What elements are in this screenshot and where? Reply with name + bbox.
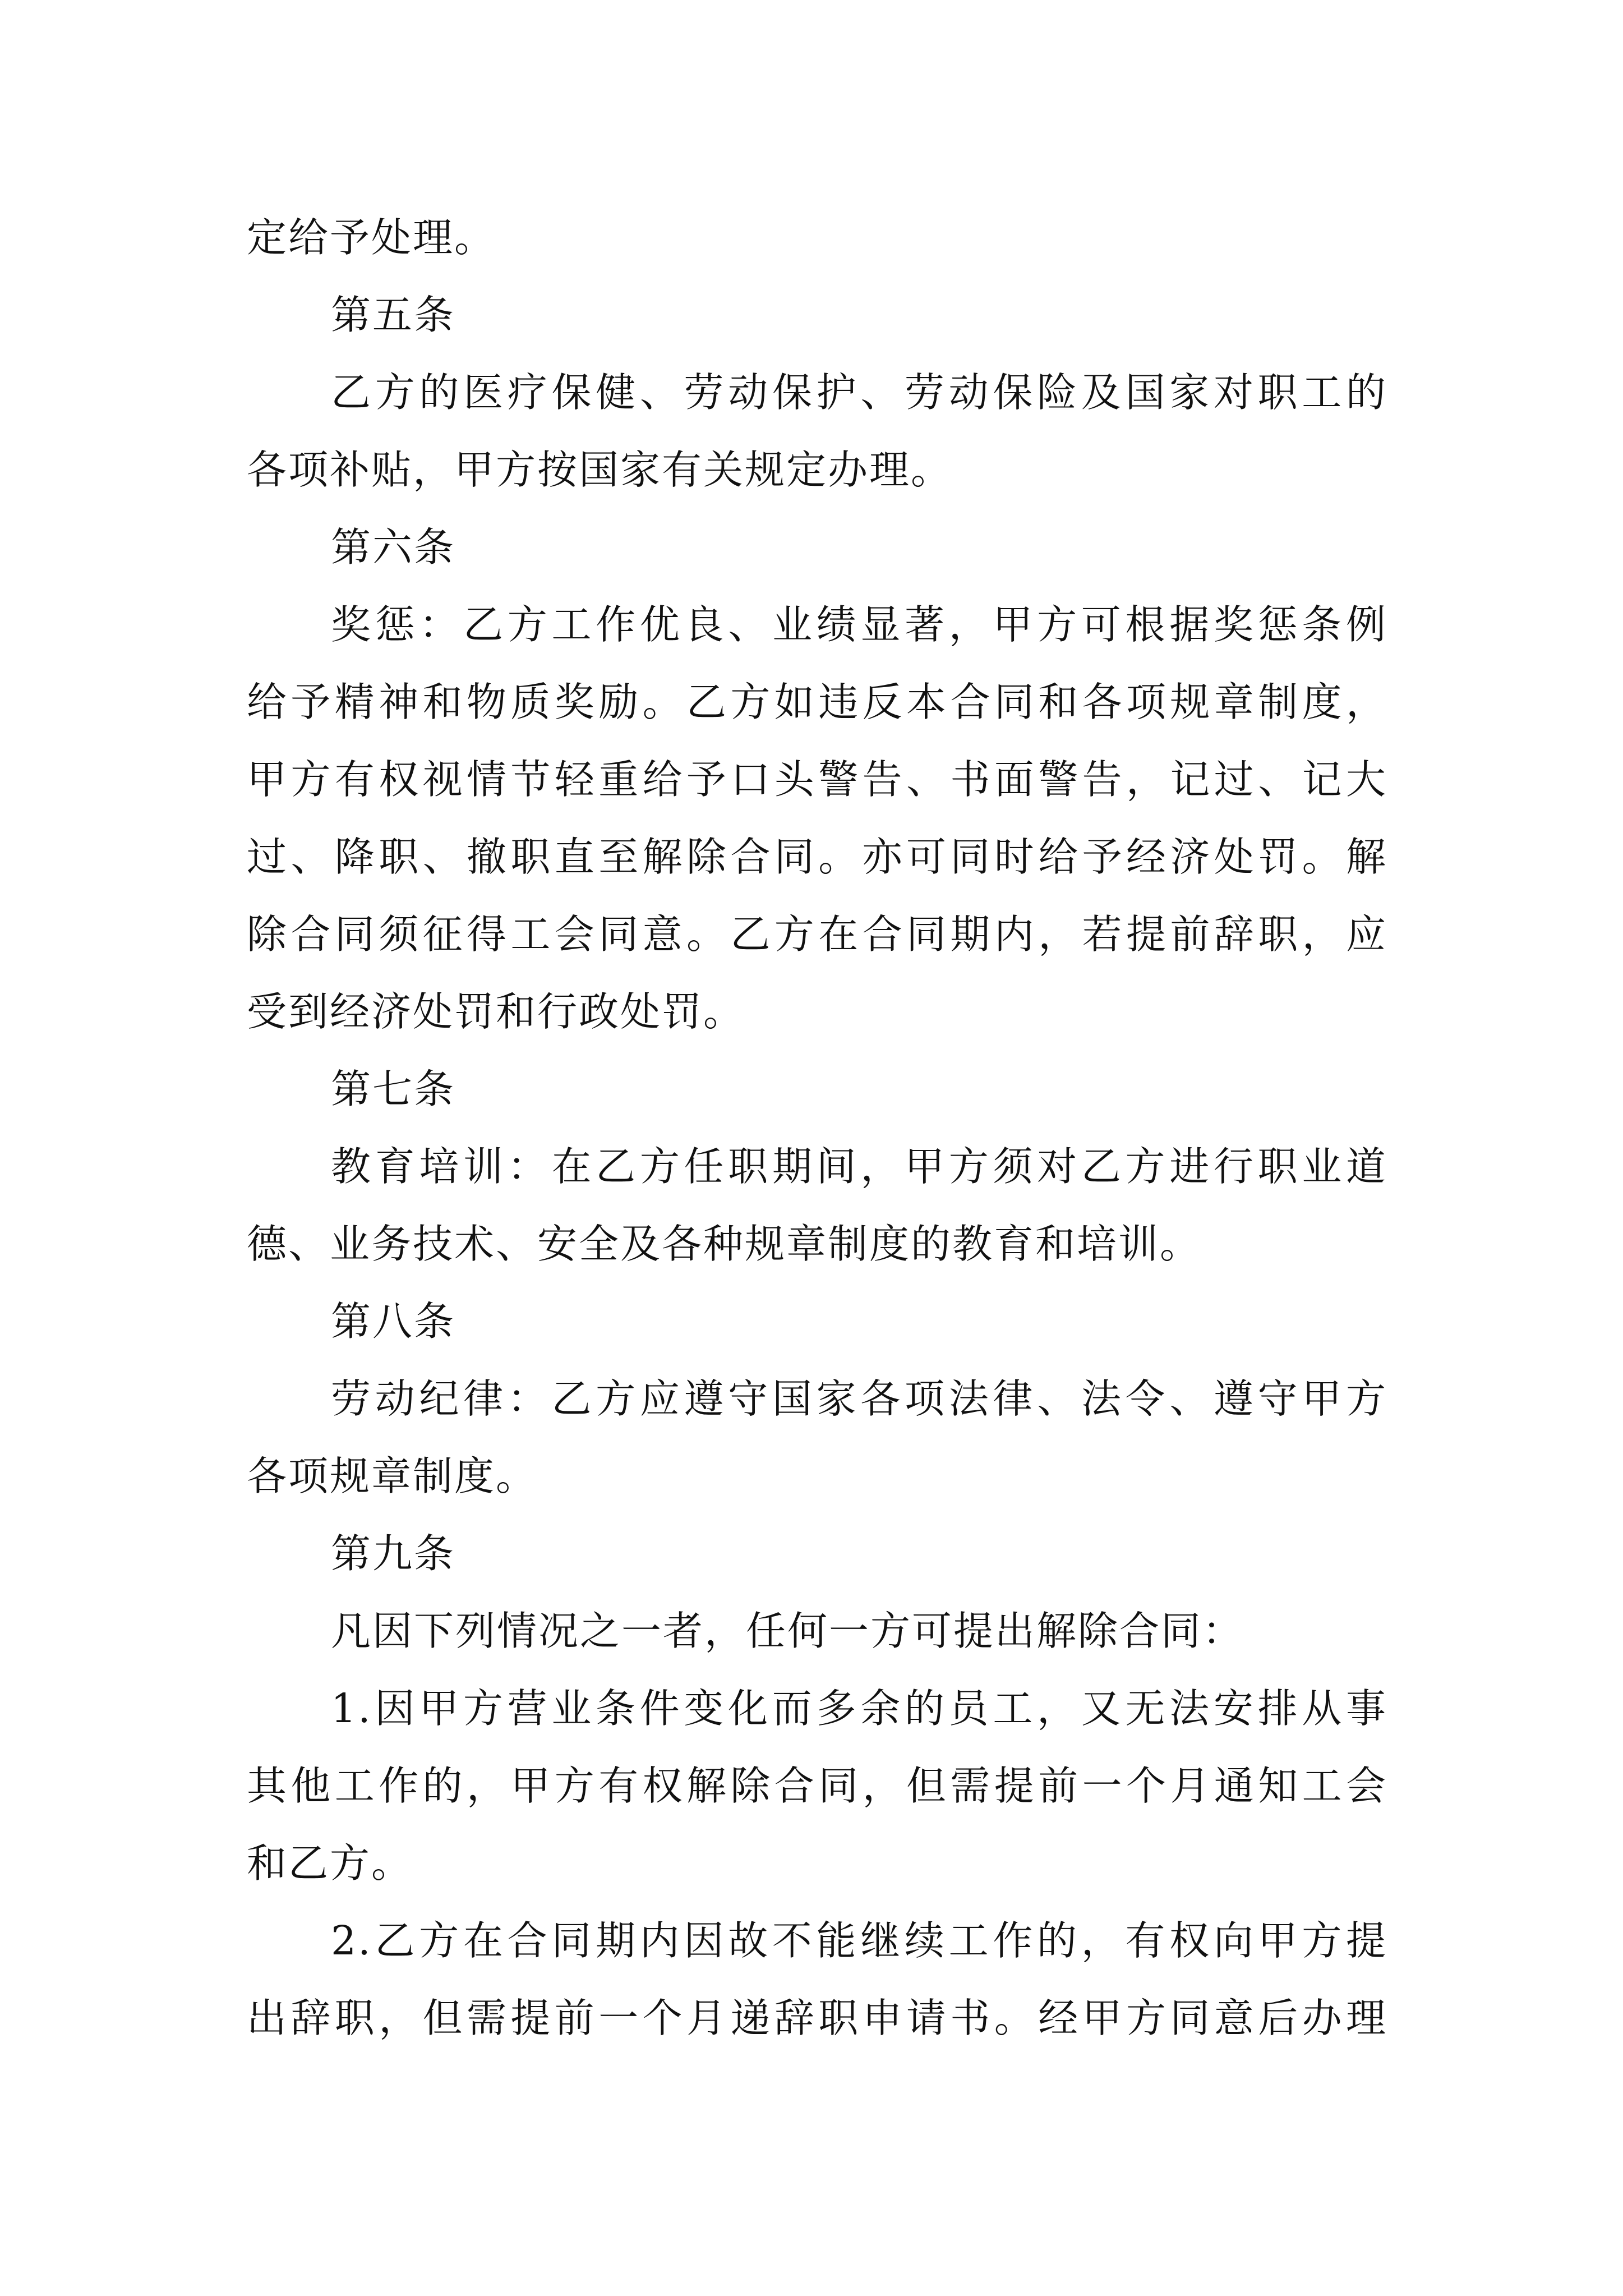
text-line: 和乙方。 bbox=[247, 1840, 413, 1887]
text-line: 各项规章制度。 bbox=[247, 1453, 538, 1499]
list-item-line: 2.乙方在合同期内因故不能继续工作的，有权向甲方提 bbox=[331, 1917, 1387, 1964]
text-line: 出辞职，但需提前一个月递辞职申请书。经甲方同意后办理 bbox=[247, 1995, 1387, 2041]
text-line: 过、降职、撤职直至解除合同。亦可同时给予经济处罚。解 bbox=[247, 834, 1387, 880]
text-line: 甲方有权视情节轻重给予口头警告、书面警告，记过、记大 bbox=[247, 756, 1387, 803]
text-line: 其他工作的，甲方有权解除合同，但需提前一个月通知工会 bbox=[247, 1763, 1387, 1809]
document-body bbox=[247, 199, 1387, 2057]
article-heading: 第六条 bbox=[331, 524, 456, 570]
article-heading: 第九条 bbox=[331, 1530, 456, 1577]
text-line: 除合同须征得工会同意。乙方在合同期内，若提前辞职，应 bbox=[247, 911, 1387, 958]
text-line: 德、业务技术、安全及各种规章制度的教育和培训。 bbox=[247, 1221, 1202, 1267]
text-line: 受到经济处罚和行政处罚。 bbox=[247, 988, 745, 1035]
article-heading: 第八条 bbox=[331, 1298, 456, 1345]
text-line: 教育培训：在乙方任职期间，甲方须对乙方进行职业道 bbox=[331, 1143, 1387, 1190]
text-line: 奖惩：乙方工作优良、业绩显著，甲方可根据奖惩条例 bbox=[331, 601, 1387, 648]
article-heading: 第七条 bbox=[331, 1066, 456, 1112]
list-item-line: 1.因甲方营业条件变化而多余的员工，又无法安排从事 bbox=[331, 1685, 1387, 1732]
text-line: 各项补贴，甲方按国家有关规定办理。 bbox=[247, 447, 953, 493]
text-line: 定给予处理。 bbox=[247, 214, 496, 261]
text-line: 乙方的医疗保健、劳动保护、劳动保险及国家对职工的 bbox=[331, 369, 1387, 416]
text-line: 劳动纪律：乙方应遵守国家各项法律、法令、遵守甲方 bbox=[331, 1375, 1387, 1422]
text-line: 给予精神和物质奖励。乙方如违反本合同和各项规章制度， bbox=[247, 679, 1387, 725]
article-heading: 第五条 bbox=[331, 292, 456, 338]
text-line: 凡因下列情况之一者，任何一方可提出解除合同： bbox=[331, 1608, 1244, 1654]
